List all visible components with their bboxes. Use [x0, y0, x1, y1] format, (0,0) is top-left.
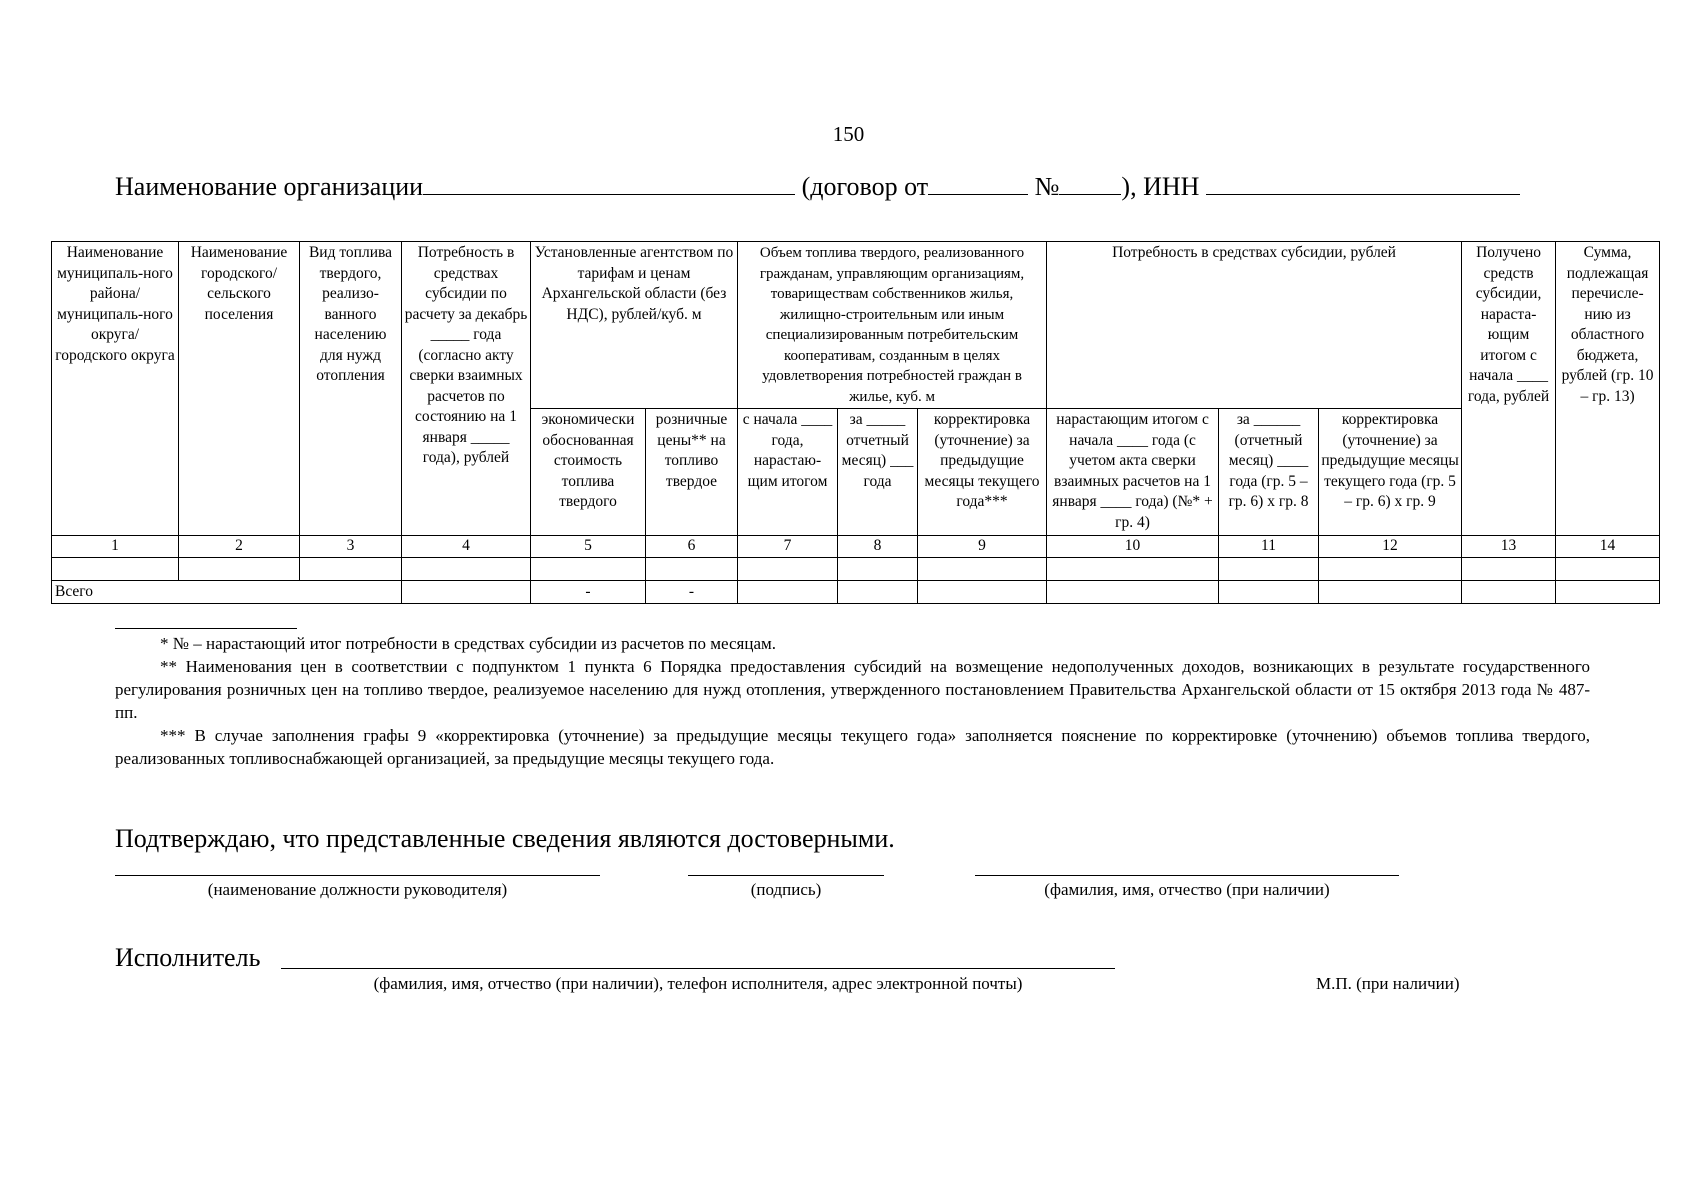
total-dash: -	[646, 580, 738, 604]
header-subsidy-need-group: Потребность в средствах субсидии, рублей	[1047, 242, 1462, 409]
full-name-line[interactable]	[975, 875, 1399, 876]
table-cell[interactable]	[838, 580, 918, 604]
header-need-month: за ______ (отчетный месяц) ____ года (гр. 5 – гр. 6) х гр. 8	[1219, 409, 1319, 536]
column-number: 4	[402, 536, 531, 558]
table-cell[interactable]	[52, 557, 179, 580]
column-number-row	[52, 536, 1660, 558]
column-number: 14	[1556, 536, 1660, 558]
header-retail-price: розничные цены** на топливо твердое	[646, 409, 738, 536]
column-number: 9	[918, 536, 1047, 558]
header-fuel-type: Вид топлива твердого, реализо-ванного населению для нужд отопления	[300, 242, 402, 536]
table-cell[interactable]	[1219, 557, 1319, 580]
table-cell[interactable]	[738, 580, 838, 604]
table-cell[interactable]	[1462, 580, 1556, 604]
footnote-1: * № – нарастающий итог потребности в средствах субсидии из расчетов по месяцам.	[160, 634, 777, 653]
subsidy-table	[51, 241, 1660, 604]
contract-date-field[interactable]	[928, 172, 1028, 195]
organization-name-field[interactable]	[423, 172, 795, 195]
table-cell[interactable]	[402, 580, 531, 604]
header-municipal-district: Наименование муниципаль-ного района/ муниципаль-ного округа/ городского округа	[52, 242, 179, 536]
table-cell[interactable]	[918, 580, 1047, 604]
confirmation-statement: Подтверждаю, что представленные сведения являются достоверными.	[115, 824, 895, 853]
table-cell[interactable]	[1556, 557, 1660, 580]
footnote-separator	[115, 628, 297, 629]
page-number: 150	[832, 122, 865, 146]
column-number: 1	[52, 536, 179, 558]
column-number: 8	[838, 536, 918, 558]
column-number: 11	[1219, 536, 1319, 558]
table-cell[interactable]	[1319, 557, 1462, 580]
column-number: 10	[1047, 536, 1219, 558]
table-cell[interactable]	[179, 557, 300, 580]
header-volume-group: Объем топлива твердого, реализованного гражданам, управляющим организациям, товариществам собственников жилья, жилищно-строительным или иным специализированным потребительским кооперативам, созданным в целях удовлетворения потребностей граждан в жилье, куб. м	[738, 242, 1047, 409]
signature-line[interactable]	[688, 875, 884, 876]
contract-number-field[interactable]	[1059, 172, 1121, 195]
table-cell[interactable]	[918, 557, 1047, 580]
table-cell[interactable]	[300, 557, 402, 580]
header-volume-cumulative: с начала ____ года, нарастаю-щим итогом	[738, 409, 838, 536]
executor-line[interactable]	[281, 968, 1115, 969]
table-cell[interactable]	[646, 557, 738, 580]
footnote-2: ** Наименования цен в соответствии с подпунктом 1 пункта 6 Порядка предоставления субсидий на возмещение недополученных доходов, возникающих в результате государственного регулирования розничных цен на топливо твердое, реализуемое населению для нужд отопления, утвержденного постановлением Правительства Архангельской области от 15 октября 2013 года № 487-пп.	[115, 657, 1590, 722]
column-number: 12	[1319, 536, 1462, 558]
signature-caption: (подпись)	[750, 880, 822, 899]
contract-number-label: №	[1034, 172, 1060, 201]
table-cell[interactable]	[1462, 557, 1556, 580]
table-cell[interactable]	[838, 557, 918, 580]
header-volume-correction: корректировка (уточнение) за предыдущие месяцы текущего года***	[918, 409, 1047, 536]
total-row	[52, 580, 1660, 604]
column-number: 2	[179, 536, 300, 558]
header-economic-cost: экономически обоснованная стоимость топлива твердого	[531, 409, 646, 536]
position-caption: (наименование должности руководителя)	[207, 880, 508, 899]
header-need-correction: корректировка (уточнение) за предыдущие месяцы текущего года (гр. 5 – гр. 6) х гр. 9	[1319, 409, 1462, 536]
stamp-placeholder: М.П. (при наличии)	[1316, 974, 1460, 993]
header-received-subsidy: Получено средств субсидии, нараста-ющим итогом с начала ____ года, рублей	[1462, 242, 1556, 536]
table-row	[52, 557, 1660, 580]
table-cell[interactable]	[1556, 580, 1660, 604]
inn-field[interactable]	[1206, 172, 1520, 195]
executor-caption: (фамилия, имя, отчество (при наличии), телефон исполнителя, адрес электронной почты)	[373, 974, 1023, 993]
inn-label: ), ИНН	[1121, 172, 1200, 201]
organization-line	[115, 172, 1520, 202]
table-cell[interactable]	[531, 557, 646, 580]
table-cell[interactable]	[402, 557, 531, 580]
column-number: 6	[646, 536, 738, 558]
header-need-cumulative: нарастающим итогом с начала ____ года (с учетом акта сверки взаимных расчетов на 1 января ____ года) (№* + гр. 4)	[1047, 409, 1219, 536]
organization-label: Наименование организации	[115, 172, 424, 201]
executor-label: Исполнитель	[115, 943, 261, 972]
header-amount-to-transfer: Сумма, подлежащая перечисле-нию из областного бюджета, рублей (гр. 10 – гр. 13)	[1556, 242, 1660, 536]
total-label: Всего	[52, 580, 402, 604]
column-number: 5	[531, 536, 646, 558]
table-cell[interactable]	[1219, 580, 1319, 604]
table-cell[interactable]	[1319, 580, 1462, 604]
column-number: 7	[738, 536, 838, 558]
header-volume-month: за _____ отчетный месяц) ___ года	[838, 409, 918, 536]
table-cell[interactable]	[1047, 557, 1219, 580]
full-name-caption: (фамилия, имя, отчество (при наличии)	[1044, 880, 1330, 899]
footnotes	[115, 632, 1590, 770]
header-tariff-group: Установленные агентством по тарифам и ценам Архангельской области (без НДС), рублей/куб. м	[531, 242, 738, 409]
total-dash: -	[531, 580, 646, 604]
column-number: 3	[300, 536, 402, 558]
contract-date-label: (договор от	[801, 172, 929, 201]
column-number: 13	[1462, 536, 1556, 558]
table-cell[interactable]	[1047, 580, 1219, 604]
table-cell[interactable]	[738, 557, 838, 580]
footnote-3: *** В случае заполнения графы 9 «корректировка (уточнение) за предыдущие месяцы текущего года» заполняется пояснение по корректировке (уточнению) объемов топлива твердого, реализованных топливоснабжающей организацией, за предыдущие месяцы текущего года.	[115, 726, 1590, 768]
position-signature-line[interactable]	[115, 875, 600, 876]
header-december-need: Потребность в средствах субсидии по расчету за декабрь _____ года (согласно акту сверки взаимных расчетов по состоянию на 1 января _____ года), рублей	[402, 242, 531, 536]
header-settlement: Наименование городского/ сельского поселения	[179, 242, 300, 536]
